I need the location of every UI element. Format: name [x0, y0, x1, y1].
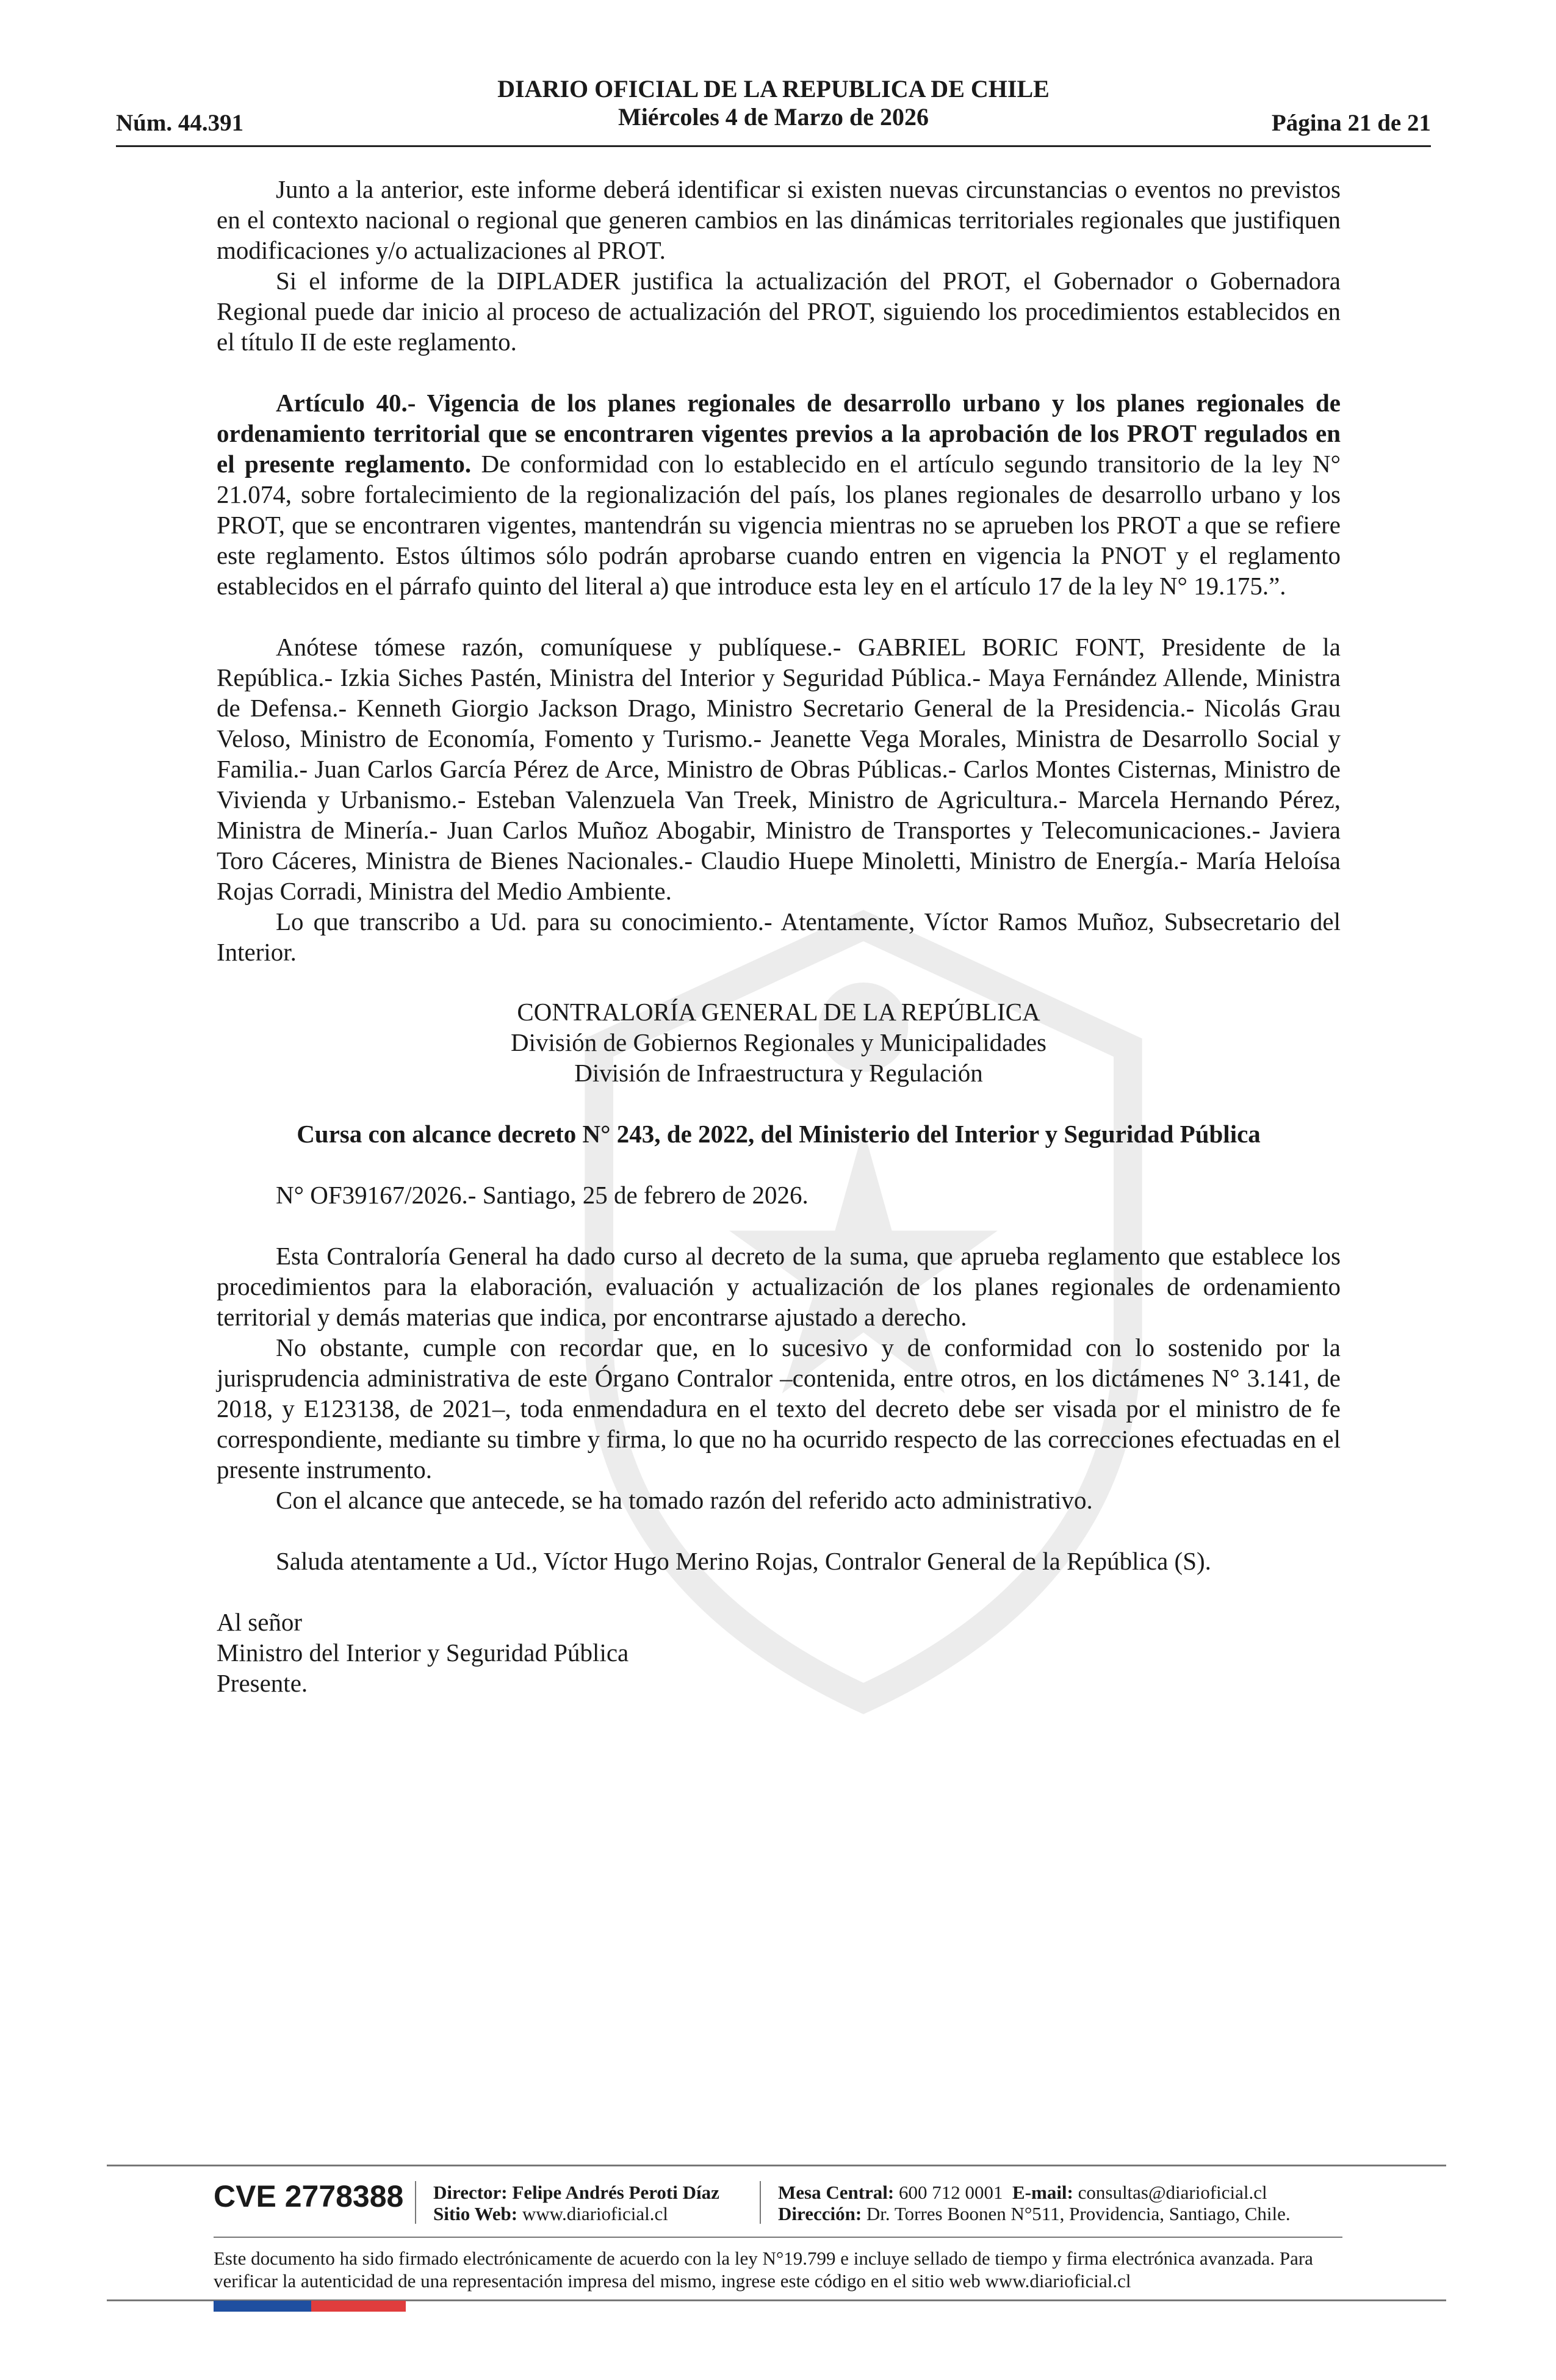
page-footer: [214, 2179, 1342, 2227]
signatories-paragraph: Anótese tómese razón, comuníquese y publíquese.- GABRIEL BORIC FONT, Presidente de la República.- Izkia Siches Pastén, Ministra del Interior y Seguridad Pública.- Maya Fernández Allende, Ministra de Defensa.- Kenneth Giorgio Jackson Drago, Ministro Secretario General de la Presidencia.- Nicolás Grau Veloso, Ministro de Economía, Fomento y Turismo.- Jeanette Vega Morales, Ministra de Desarrollo Social y Familia.- Juan Carlos García Pérez de Arce, Ministro de Obras Públicas.- Carlos Montes Cisternas, Ministro de Vivienda y Urbanismo.- Esteban Valenzuela Van Treek, Ministro de Agricultura.- Marcela Hernando Pérez, Ministra de Minería.- Juan Carlos Muñoz Abogabir, Ministro de Transportes y Telecomunicaciones.- Javiera Toro Cáceres, Ministra de Bienes Nacionales.- Claudio Huepe Minoletti, Ministro de Energía.- María Heloísa Rojas Corradi, Ministra del Medio Ambiente.: [217, 633, 1341, 905]
footer-mid-rule: [214, 2237, 1342, 2238]
paragraph: No obstante, cumple con recordar que, en lo sucesivo y de conformidad con lo sostenido por la jurisprudencia administrativa de este Órgano Contralor –contenida, entre otros, en los dictámenes N° 3.141, de 2018, y E123138, de 2021–, toda enmendadura en el texto del decreto debe ser visada por el ministro de fe correspondiente, mediante su timbre y firma, lo que no ha ocurrido respecto de las correcciones efectuadas en el presente instrumento.: [217, 1333, 1341, 1484]
paragraph: Con el alcance que antecede, se ha tomado razón del referido acto administrativo.: [276, 1486, 1093, 1514]
electronic-signature-notice: Este documento ha sido firmado electrónicamente de acuerdo con la ley N°19.799 e incluye sellado de tiempo y firma electrónica avanzada. Para verificar la autenticidad de una representación impresa del mismo, ingrese este código en el sitio web www.diarioficial.cl: [214, 2248, 1313, 2292]
contraloria-heading: CONTRALORÍA GENERAL DE LA REPÚBLICA: [517, 998, 1040, 1026]
flag-stripe-blue: [214, 2301, 311, 2312]
division-line: División de Infraestructura y Regulación: [574, 1059, 983, 1087]
director-name: Felipe Andrés Peroti Díaz: [512, 2182, 719, 2203]
office-reference: N° OF39167/2026.- Santiago, 25 de febrero de 2026.: [276, 1181, 809, 1209]
addressee-line: Ministro del Interior y Seguridad Pública: [217, 1639, 629, 1667]
email-link[interactable]: consultas@diarioficial.cl: [1078, 2182, 1267, 2203]
website-link[interactable]: www.diarioficial.cl: [522, 2203, 668, 2224]
article-40-text: De conformidad con lo establecido en el artículo segundo transitorio de la ley N° 21.074, sobre fortalecimiento de la regionalización del país, los planes regionales de desarrollo urbano y los PROT, que se encontraren vigentes, mantendrán su vigencia mientras no se aprueben los PROT a que se refiere este reglamento. Estos últimos sólo podrán aprobarse cuando entren en vigencia la PNOT y el reglamento establecidos en el párrafo quinto del literal a) que introduce esta ley en el artículo 17 de la ley N° 19.175.”.: [217, 450, 1341, 600]
flag-stripe-red: [311, 2301, 406, 2312]
phone-number: 600 712 0001: [899, 2182, 1003, 2203]
paragraph: Esta Contraloría General ha dado curso al decreto de la suma, que aprueba reglamento que establece los procedimientos para la elaboración, evaluación y actualización de los planes regionales de ordenamiento territorial y demás materias que indica, por encontrarse ajustado a derecho.: [217, 1242, 1341, 1331]
email-label: E-mail:: [1012, 2182, 1073, 2203]
page-header: [116, 72, 1431, 147]
director-label: Director:: [433, 2182, 508, 2203]
article-40: [217, 388, 1341, 601]
addressee-line: Presente.: [217, 1669, 308, 1697]
footer-divider: [415, 2181, 416, 2224]
address-label: Dirección:: [778, 2203, 862, 2224]
footer-top-rule: [107, 2165, 1446, 2166]
masthead-title: DIARIO OFICIAL DE LA REPUBLICA DE CHILE: [497, 75, 1050, 103]
phone-label: Mesa Central:: [778, 2182, 895, 2203]
paragraph: Si el informe de la DIPLADER justifica la actualización del PROT, el Gobernador o Gobernadora Regional puede dar inicio al proceso de actualización del PROT, siguiendo los procedimientos establecidos en el título II de este reglamento.: [217, 267, 1341, 356]
footer-contact-block: [778, 2182, 1291, 2224]
decree-title: Cursa con alcance decreto N° 243, de 2022, del Ministerio del Interior y Seguridad Pública: [297, 1120, 1261, 1148]
paragraph: Junto a la anterior, este informe deberá identificar si existen nuevas circunstancias o eventos no previstos en el contexto nacional o regional que generen cambios en las dinámicas territoriales regionales que justifiquen modificaciones y/o actualizaciones al PROT.: [217, 175, 1341, 264]
website-label: Sitio Web:: [433, 2203, 518, 2224]
addressee-line: Al señor: [217, 1608, 303, 1636]
address-value: Dr. Torres Boonen N°511, Providencia, Santiago, Chile.: [866, 2203, 1291, 2224]
article-40-title: Artículo 40.- Vigencia de los planes regionales de desarrollo urbano y los planes regionales de ordenamiento territorial que se encontraren vigentes previos a la aprobación de los PROT regulados en el presente reglamento.: [217, 389, 1341, 478]
cve-code: CVE 2778388: [214, 2179, 404, 2213]
document-body: [217, 174, 1341, 1698]
division-line: División de Gobiernos Regionales y Municipalidades: [511, 1028, 1046, 1056]
masthead-date: Miércoles 4 de Marzo de 2026: [618, 103, 929, 131]
footer-director-block: [433, 2182, 719, 2224]
masthead: [116, 75, 1431, 131]
page-number: Página 21 de 21: [1271, 110, 1431, 136]
issue-number: Núm. 44.391: [116, 110, 244, 136]
footer-divider: [760, 2181, 761, 2224]
closing-salutation: Saluda atentamente a Ud., Víctor Hugo Merino Rojas, Contralor General de la República (S).: [276, 1547, 1211, 1575]
transcription-paragraph: Lo que transcribo a Ud. para su conocimiento.- Atentamente, Víctor Ramos Muñoz, Subsecretario del Interior.: [217, 907, 1341, 966]
